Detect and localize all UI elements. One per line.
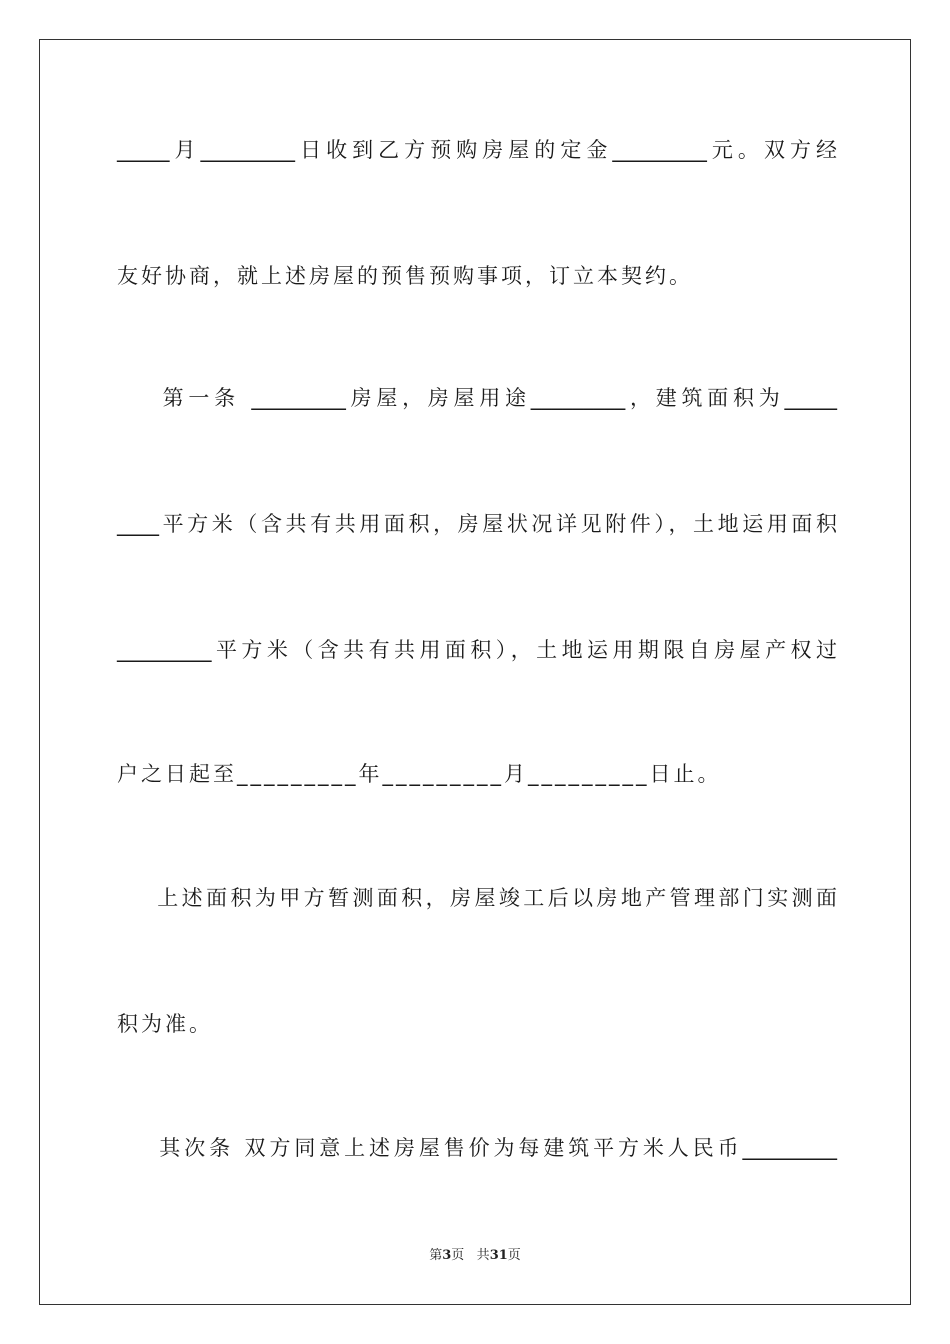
text-line-3: 第一条 _________房屋，房屋用途_________，建筑面积为_____ — [117, 386, 837, 410]
page-prefix: 第 — [429, 1248, 443, 1263]
total-pages: 31 — [489, 1248, 508, 1263]
text-line-5: _________平方米（含共有共用面积），土地运用期限自房屋产权过 — [117, 638, 837, 662]
total-suffix: 页 — [507, 1248, 521, 1263]
page-border — [39, 39, 911, 1305]
text-line-1: _____月_________日收到乙方预购房屋的定金_________元。双方经 — [117, 138, 837, 162]
total-prefix: 共 — [476, 1248, 490, 1263]
text-line-7: 上述面积为甲方暂测面积，房屋竣工后以房地产管理部门实测面 — [117, 886, 837, 910]
page-footer — [0, 1247, 950, 1265]
text-line-9: 其次条 双方同意上述房屋售价为每建筑平方米人民币_________ — [117, 1136, 837, 1160]
page-suffix: 页 — [451, 1248, 465, 1263]
page-number: 3 — [442, 1248, 452, 1263]
text-line-4: ____平方米（含共有共用面积，房屋状况详见附件），土地运用面积 — [117, 512, 837, 536]
text-line-8: 积为准。 — [117, 1012, 213, 1036]
text-line-6: 户之日起至_________年_________月_________日止。 — [117, 762, 722, 786]
text-line-2: 友好协商，就上述房屋的预售预购事项，订立本契约。 — [117, 264, 693, 288]
